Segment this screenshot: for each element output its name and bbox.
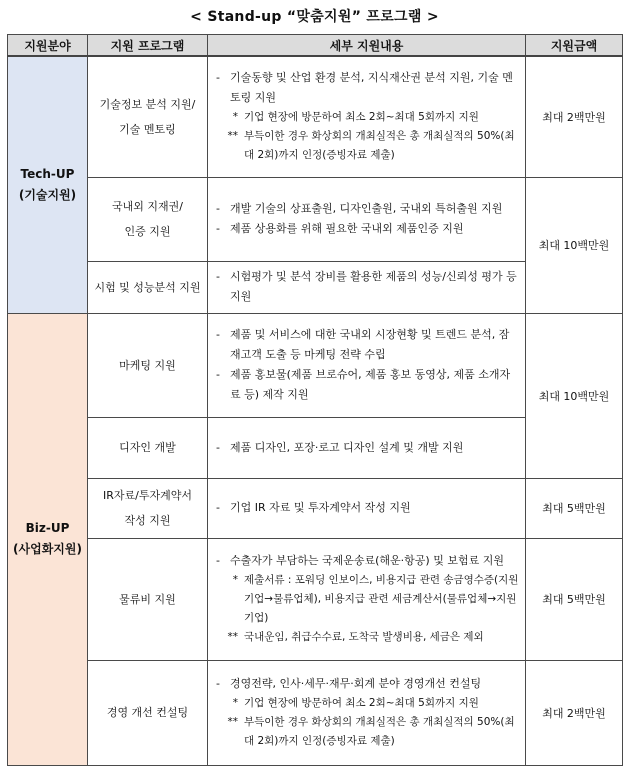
note-text: 기업 현장에 방문하여 최소 2회~최대 5회까지 지원 [244,697,479,709]
detail-tech-test [208,261,526,313]
note-mark: * [232,574,238,586]
note-text: 부득이한 경우 화상회의 개최실적은 총 개최실적의 50%(최대 2회)까지 인정(증빙자료 제출) [244,716,515,747]
table-row [8,478,623,538]
area-biz-up [8,313,88,765]
detail-item: - 개발 기술의 상표출원, 디자인출원, 국내외 특허출원 지원 [216,199,519,219]
header-program: 지원 프로그램 [88,35,208,57]
program-label: 작성 지원 [124,514,171,527]
detail-item: - 제품 상용화를 위해 필요한 국내외 제품인증 지원 [216,219,519,239]
amount-biz-marketing-design: 최대 10백만원 [526,313,623,478]
header-amount: 지원금액 [526,35,623,57]
detail-item: - 제품 디자인, 포장·로고 디자인 설계 및 개발 지원 [216,438,519,458]
detail-item: - 기업 IR 자료 및 투자계약서 작성 지원 [216,498,519,518]
program-biz-marketing: 마케팅 지원 [88,313,208,417]
table-row [8,538,623,660]
note-mark: ** [227,716,238,728]
table-row [8,660,623,765]
detail-tech-info [208,56,526,177]
detail-tech-ip [208,177,526,261]
note-mark: * [232,111,238,124]
detail-item: - 제품 및 서비스에 대한 국내외 시장현황 및 트렌드 분석, 잠재고객 도출 등 마케팅 전략 수립 [216,325,519,365]
detail-item: - 제품 홍보물(제품 브로슈어, 제품 홍보 동영상, 제품 소개자료 등) 제작 지원 [216,365,519,405]
detail-biz-marketing [208,313,526,417]
amount-tech-ip-test: 최대 10백만원 [526,177,623,313]
program-biz-logistics: 물류비 지원 [88,538,208,660]
detail-item: - 경영전략, 인사·세무·재무·회계 분야 경영개선 컨설팅 [216,674,519,694]
amount-biz-ir: 최대 5백만원 [526,478,623,538]
detail-note [216,127,519,165]
note-mark: ** [227,130,238,143]
detail-note [216,108,519,127]
note-mark: ** [227,631,238,643]
program-label: 기술 멘토링 [119,122,176,136]
detail-biz-consulting [208,660,526,765]
detail-note [216,571,519,628]
program-label: 국내외 지재권/ [112,200,183,213]
note-text: 부득이한 경우 화상회의 개최실적은 총 개최실적의 50%(최대 2회)까지 인정(증빙자료 제출) [244,130,515,162]
page-title: < Stand-up “맞춤지원” 프로그램 > [190,9,439,25]
area-tech-subtitle: (기술지원) [18,187,77,202]
note-text: 국내운임, 취급수수료, 도착국 발생비용, 세금은 제외 [244,631,484,643]
program-biz-ir [88,478,208,538]
amount-biz-logistics: 최대 5백만원 [526,538,623,660]
program-label: 기술정보 분석 지원/ [99,97,196,111]
program-tech-ip [88,177,208,261]
area-biz-subtitle: (사업화지원) [13,542,82,556]
program-biz-design: 디자인 개발 [88,417,208,478]
header-detail: 세부 지원내용 [208,35,526,57]
detail-note [216,628,519,647]
detail-biz-logistics [208,538,526,660]
amount-tech-info: 최대 2백만원 [526,56,623,177]
area-tech-title: Tech-UP [20,166,75,181]
program-tech-test: 시험 및 성능분석 지원 [88,261,208,313]
area-biz-title: Biz-UP [25,521,70,535]
program-label: 인증 지원 [124,225,171,238]
note-text: 제출서류 : 포워딩 인보이스, 비용지급 관련 송금영수증(지원기업→물류업체), 비용지급 관련 세금계산서(물류업체→지원기업) [244,574,519,624]
detail-item: - 수출자가 부담하는 국제운송료(해운·항공) 및 보험료 지원 [216,551,519,571]
table-header-row [8,35,623,57]
table-row [8,56,623,177]
program-table [7,34,623,766]
table-row [8,177,623,261]
program-label: IR자료/투자계약서 [103,489,192,502]
table-row [8,313,623,417]
header-area: 지원분야 [8,35,88,57]
program-biz-consulting: 경영 개선 컨설팅 [88,660,208,765]
detail-item: - 시험평가 및 분석 장비를 활용한 제품의 성능/신뢰성 평가 등 지원 [216,267,519,307]
note-text: 기업 현장에 방문하여 최소 2회~최대 5회까지 지원 [244,111,479,124]
detail-biz-ir [208,478,526,538]
detail-item: - 기술동향 및 산업 환경 분석, 지식재산권 분석 지원, 기술 멘토링 지원 [216,68,519,108]
detail-biz-design [208,417,526,478]
program-tech-info [88,56,208,177]
detail-note [216,694,519,713]
detail-note [216,713,519,751]
area-tech-up [8,56,88,313]
note-mark: * [232,697,238,709]
amount-biz-consulting: 최대 2백만원 [526,660,623,765]
